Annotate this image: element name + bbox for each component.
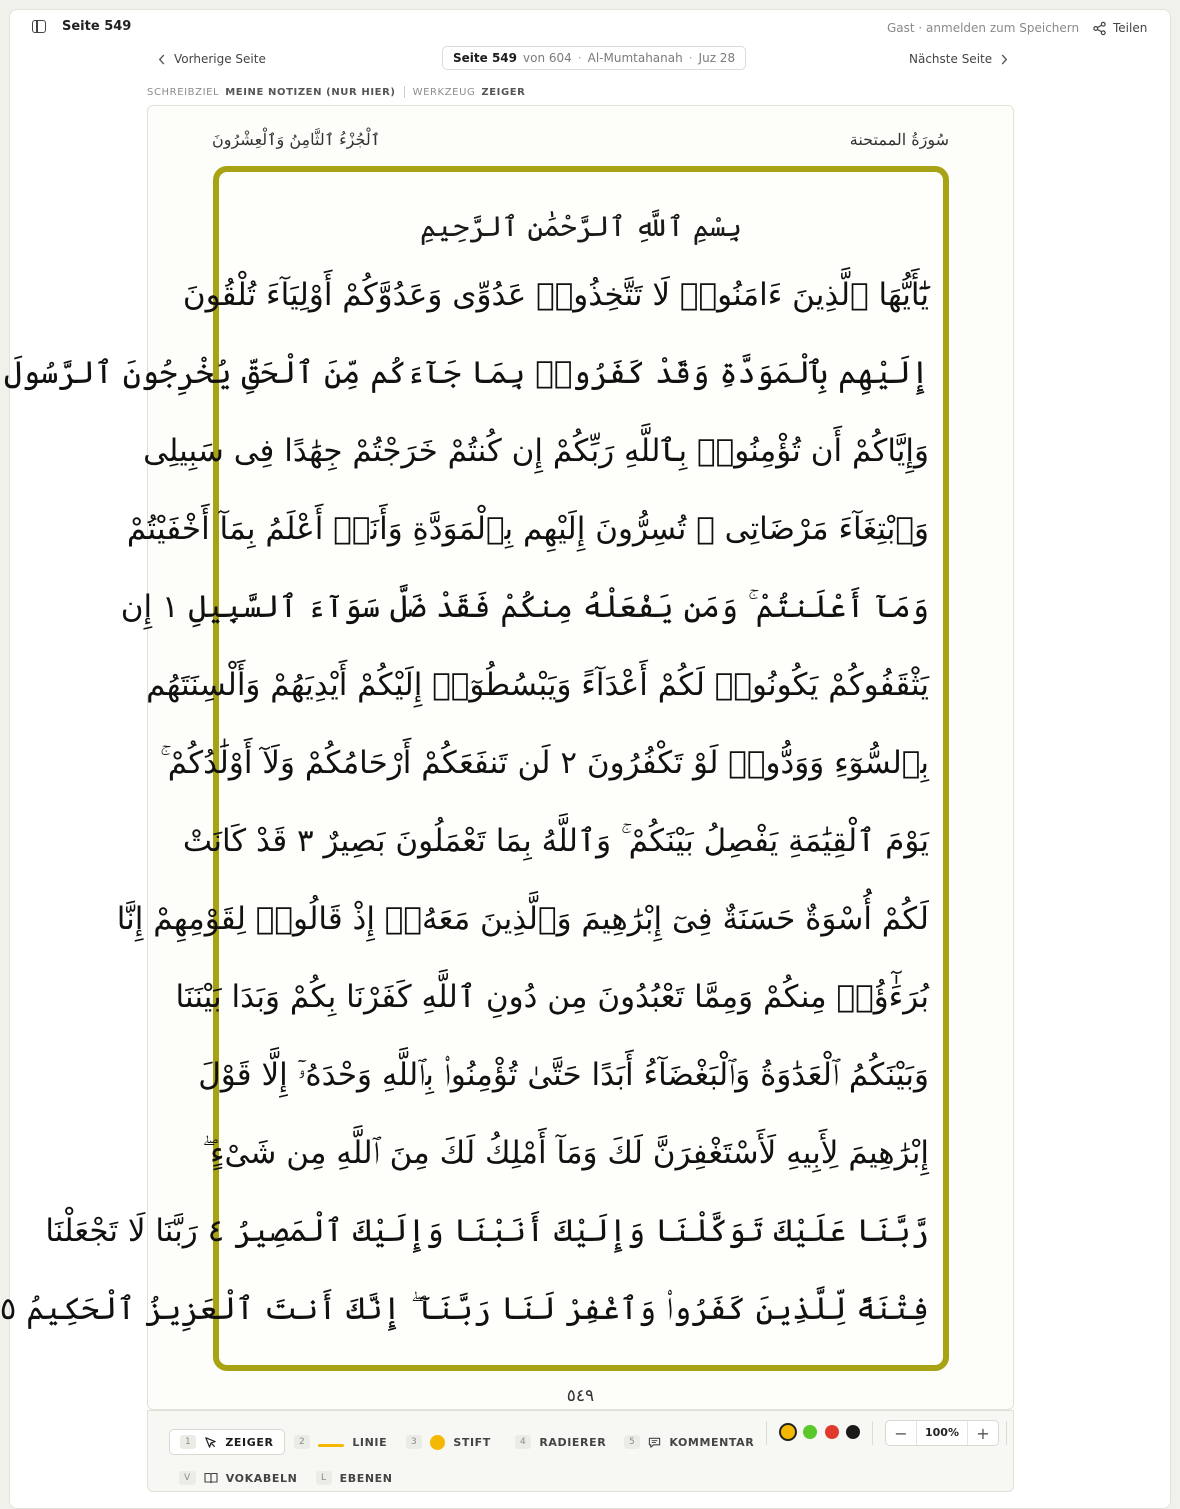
sidebar-toggle-icon[interactable] — [32, 20, 46, 33]
write-target-label: SCHREIBZIEL — [147, 86, 220, 98]
verse-line[interactable]: وَٱبْتِغَآءَ مَرْضَاتِى ۚ تُسِرُّونَ إِلَيْهِم بِٱلْمَوَدَّةِ وَأَنَا۠ أَعْلَمُ بِمَآ أَخْفَيْتُمْ — [126, 511, 929, 547]
status-divider — [404, 86, 405, 98]
verse-line[interactable]: لَكُمْ أُسْوَةٌ حَسَنَةٌ فِىٓ إِبْرَٰهِيمَ وَٱلَّذِينَ مَعَهُۥٓ إِذْ قَالُوا۟ لِقَوْمِهِمْ إِنَّا — [116, 901, 929, 937]
page-indicator-total: von 604 — [523, 51, 572, 65]
tool-value: ZEIGER — [481, 86, 526, 98]
share-icon — [1092, 21, 1107, 36]
zoom-value: 100% — [916, 1421, 968, 1445]
zoom-in-button[interactable]: + — [976, 1423, 990, 1443]
color-swatch-yellow[interactable] — [779, 1423, 797, 1441]
page-indicator[interactable] — [442, 46, 746, 70]
toolbar-divider — [766, 1421, 767, 1445]
page-indicator-juz: Juz 28 — [698, 51, 736, 65]
tool-label: VOKABELN — [225, 1471, 298, 1485]
chevron-left-icon — [158, 54, 166, 65]
next-page-button[interactable] — [909, 52, 1008, 66]
verse-line[interactable]: وَمَآ أَعْلَنتُمْ ۚ وَمَن يَفْعَلْهُ مِنكُمْ فَقَدْ ضَلَّ سَوَآءَ ٱلسَّبِيلِ ١ إِن — [120, 589, 929, 625]
shortcut-key: 2 — [294, 1435, 310, 1449]
zoom-control — [885, 1420, 999, 1446]
verse-line[interactable]: إِلَيْهِم بِٱلْمَوَدَّةِ وَقَدْ كَفَرُوا۟ بِمَا جَآءَكُم مِّنَ ٱلْحَقِّ يُخْرِجُونَ ٱلرَّسُولَ — [3, 355, 929, 391]
pen-dot-icon — [430, 1435, 445, 1450]
color-swatch-red[interactable] — [825, 1425, 839, 1439]
tool-label: LINIE — [352, 1435, 388, 1449]
tool-pen[interactable] — [396, 1429, 501, 1455]
tool-eraser[interactable] — [505, 1429, 616, 1455]
cursor-icon — [204, 1436, 217, 1449]
verse-line[interactable]: بُرَءَٰٓؤُا۟ مِنكُمْ وَمِمَّا تَعْبُدُونَ مِن دُونِ ٱللَّهِ كَفَرْنَا بِكُمْ وَبَدَا بَيْنَنَا — [175, 979, 929, 1015]
next-page-label: Nächste Seite — [909, 52, 993, 66]
verse-line[interactable]: فِتْنَةً لِّلَّذِينَ كَفَرُوا۟ وَٱغْفِرْ لَنَا رَبَّنَآ ۖ إِنَّكَ أَنتَ ٱلْعَزِيزُ ٱلْحَكِيمُ ٥ — [0, 1291, 929, 1327]
separator-dot: · — [688, 51, 693, 65]
color-swatch-black[interactable] — [846, 1425, 860, 1439]
toolbar-divider — [1006, 1421, 1007, 1445]
separator-dot: · — [577, 51, 582, 65]
tool-layers[interactable] — [306, 1465, 403, 1491]
shortcut-key: 5 — [624, 1435, 640, 1449]
previous-page-button[interactable] — [158, 52, 266, 66]
juz-header: ٱلْجُزْءُ ٱلثَّامِنُ وَٱلْعِشْرُونَ — [212, 130, 381, 149]
line-icon — [318, 1444, 344, 1447]
verse-line[interactable]: يَثْقَفُوكُمْ يَكُونُوا۟ لَكُمْ أَعْدَآءً وَيَبْسُطُوٓا۟ إِلَيْكُمْ أَيْدِيَهُمْ وَأَلْسِنَتَهُم — [146, 667, 929, 703]
verse-line[interactable]: رَّبَّنَا عَلَيْكَ تَوَكَّلْنَا وَإِلَيْكَ أَنَبْنَا وَإِلَيْكَ ٱلْمَصِيرُ ٤ رَبَّنَا لَا تَجْعَلْنَا — [45, 1213, 929, 1249]
tool-vocabulary[interactable] — [169, 1465, 307, 1491]
shortcut-key: 1 — [180, 1435, 196, 1449]
tool-comment[interactable] — [614, 1429, 764, 1455]
zoom-out-button[interactable]: − — [894, 1423, 908, 1443]
page-indicator-surah: Al-Mumtahanah — [587, 51, 683, 65]
tool-label: EBENEN — [339, 1471, 393, 1485]
tool-label: RADIERER — [539, 1435, 607, 1449]
verse-line[interactable]: إِبْرَٰهِيمَ لِأَبِيهِ لَأَسْتَغْفِرَنَّ لَكَ وَمَآ أَمْلِكُ لَكَ مِنَ ٱللَّهِ مِن شَىْءٍ ۖ — [202, 1135, 929, 1171]
verse-line[interactable]: يَوْمَ ٱلْقِيَٰمَةِ يَفْصِلُ بَيْنَكُمْ ۚ وَٱللَّهُ بِمَا تَعْمَلُونَ بَصِيرٌ ٣ قَدْ كَانَتْ — [182, 823, 929, 859]
write-target-value[interactable]: MEINE NOTIZEN (NUR HIER) — [225, 86, 396, 98]
shortcut-key: L — [316, 1471, 332, 1485]
status-row — [147, 86, 526, 98]
mushaf-page[interactable] — [0, 105, 1014, 1410]
shortcut-key: V — [179, 1471, 196, 1485]
share-button[interactable] — [1092, 18, 1147, 38]
tool-label: WERKZEUG — [412, 86, 476, 98]
page-number: ٥٤٩ — [566, 1386, 595, 1406]
top-bar — [10, 10, 1170, 46]
verse-line[interactable]: يَٰٓأَيُّهَا ٱلَّذِينَ ءَامَنُوا۟ لَا تَتَّخِذُوا۟ عَدُوِّى وَعَدُوَّكُمْ أَوْلِيَآءَ تُلْقُونَ — [182, 277, 929, 313]
share-label: Teilen — [1113, 21, 1148, 35]
previous-page-label: Vorherige Seite — [174, 52, 266, 66]
page-frame — [0, 166, 949, 1371]
verse-line[interactable]: بِٱلسُّوٓءِ وَوَدُّوا۟ لَوْ تَكْفُرُونَ ٢ لَن تَنفَعَكُمْ أَرْحَامُكُمْ وَلَآ أَوْلَٰدُكُمْ ۚ — [160, 745, 929, 781]
tool-label: ZEIGER — [225, 1435, 274, 1449]
guest-sign-in-hint[interactable]: Gast · anmelden zum Speichern — [887, 21, 1080, 35]
tool-pointer[interactable] — [169, 1429, 285, 1455]
page-indicator-page: Seite 549 — [453, 51, 517, 65]
tool-label: KOMMENTAR — [669, 1435, 755, 1449]
book-icon — [204, 1472, 218, 1484]
color-swatch-green[interactable] — [803, 1425, 817, 1439]
tool-label: STIFT — [453, 1435, 491, 1449]
comment-icon — [648, 1436, 661, 1449]
shortcut-key: 4 — [515, 1435, 531, 1449]
verse-line[interactable]: وَإِيَّاكُمْ أَن تُؤْمِنُوا۟ بِٱللَّهِ رَبِّكُمْ إِن كُنتُمْ خَرَجْتُمْ جِهَٰدًا فِى سَبِيلِى — [143, 433, 929, 469]
chevron-right-icon — [1000, 54, 1008, 65]
page-title: Seite 549 — [62, 19, 132, 34]
basmala: بِسْمِ ٱللَّهِ ٱلرَّحْمَٰنِ ٱلرَّحِيمِ — [419, 210, 742, 243]
tool-line[interactable] — [284, 1429, 397, 1455]
shortcut-key: 3 — [406, 1435, 422, 1449]
surah-header: سُورَةُ الممتحنة — [849, 130, 949, 149]
verse-line[interactable]: وَبَيْنَكُمُ ٱلْعَدَٰوَةُ وَٱلْبَغْضَآءُ أَبَدًا حَتَّىٰ تُؤْمِنُوا۟ بِٱللَّهِ وَحْدَهُۥٓ إِلَّا قَوْلَ — [198, 1057, 929, 1093]
toolbar-divider — [872, 1421, 873, 1445]
